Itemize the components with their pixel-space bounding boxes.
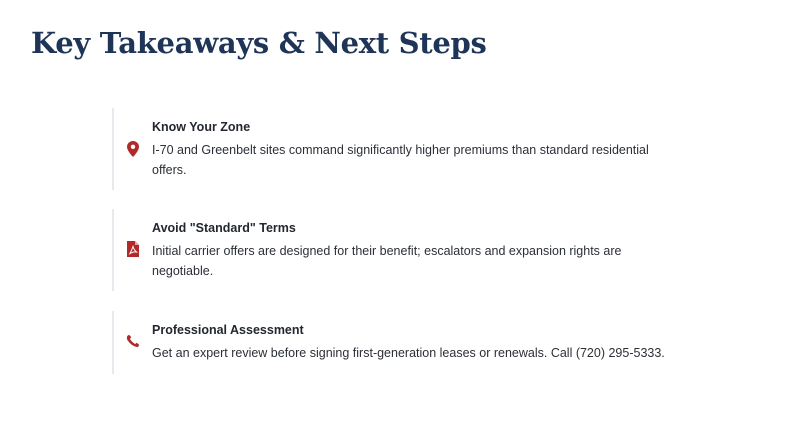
page-title: Key Takeaways & Next Steps — [31, 26, 487, 60]
document-icon — [126, 241, 140, 257]
takeaway-text: Initial carrier offers are designed for their benefit; escalators and expansion rights are negotiable. — [152, 244, 622, 278]
map-pin-icon — [126, 141, 140, 157]
takeaway-text: Get an expert review before signing first-generation leases or renewals. Call (720) 295-5333. — [152, 346, 665, 360]
takeaway-title: Know Your Zone — [152, 120, 251, 134]
takeaway-text: I-70 and Greenbelt sites command significantly higher premiums than standard residential offers. — [152, 143, 649, 177]
takeaway-title: Avoid "Standard" Terms — [152, 221, 296, 235]
takeaway-item-know-your-zone — [112, 108, 672, 190]
takeaway-item-professional-assessment — [112, 311, 672, 374]
takeaway-item-avoid-standard-terms — [112, 209, 672, 291]
takeaway-title: Professional Assessment — [152, 323, 304, 337]
phone-icon — [126, 333, 140, 349]
